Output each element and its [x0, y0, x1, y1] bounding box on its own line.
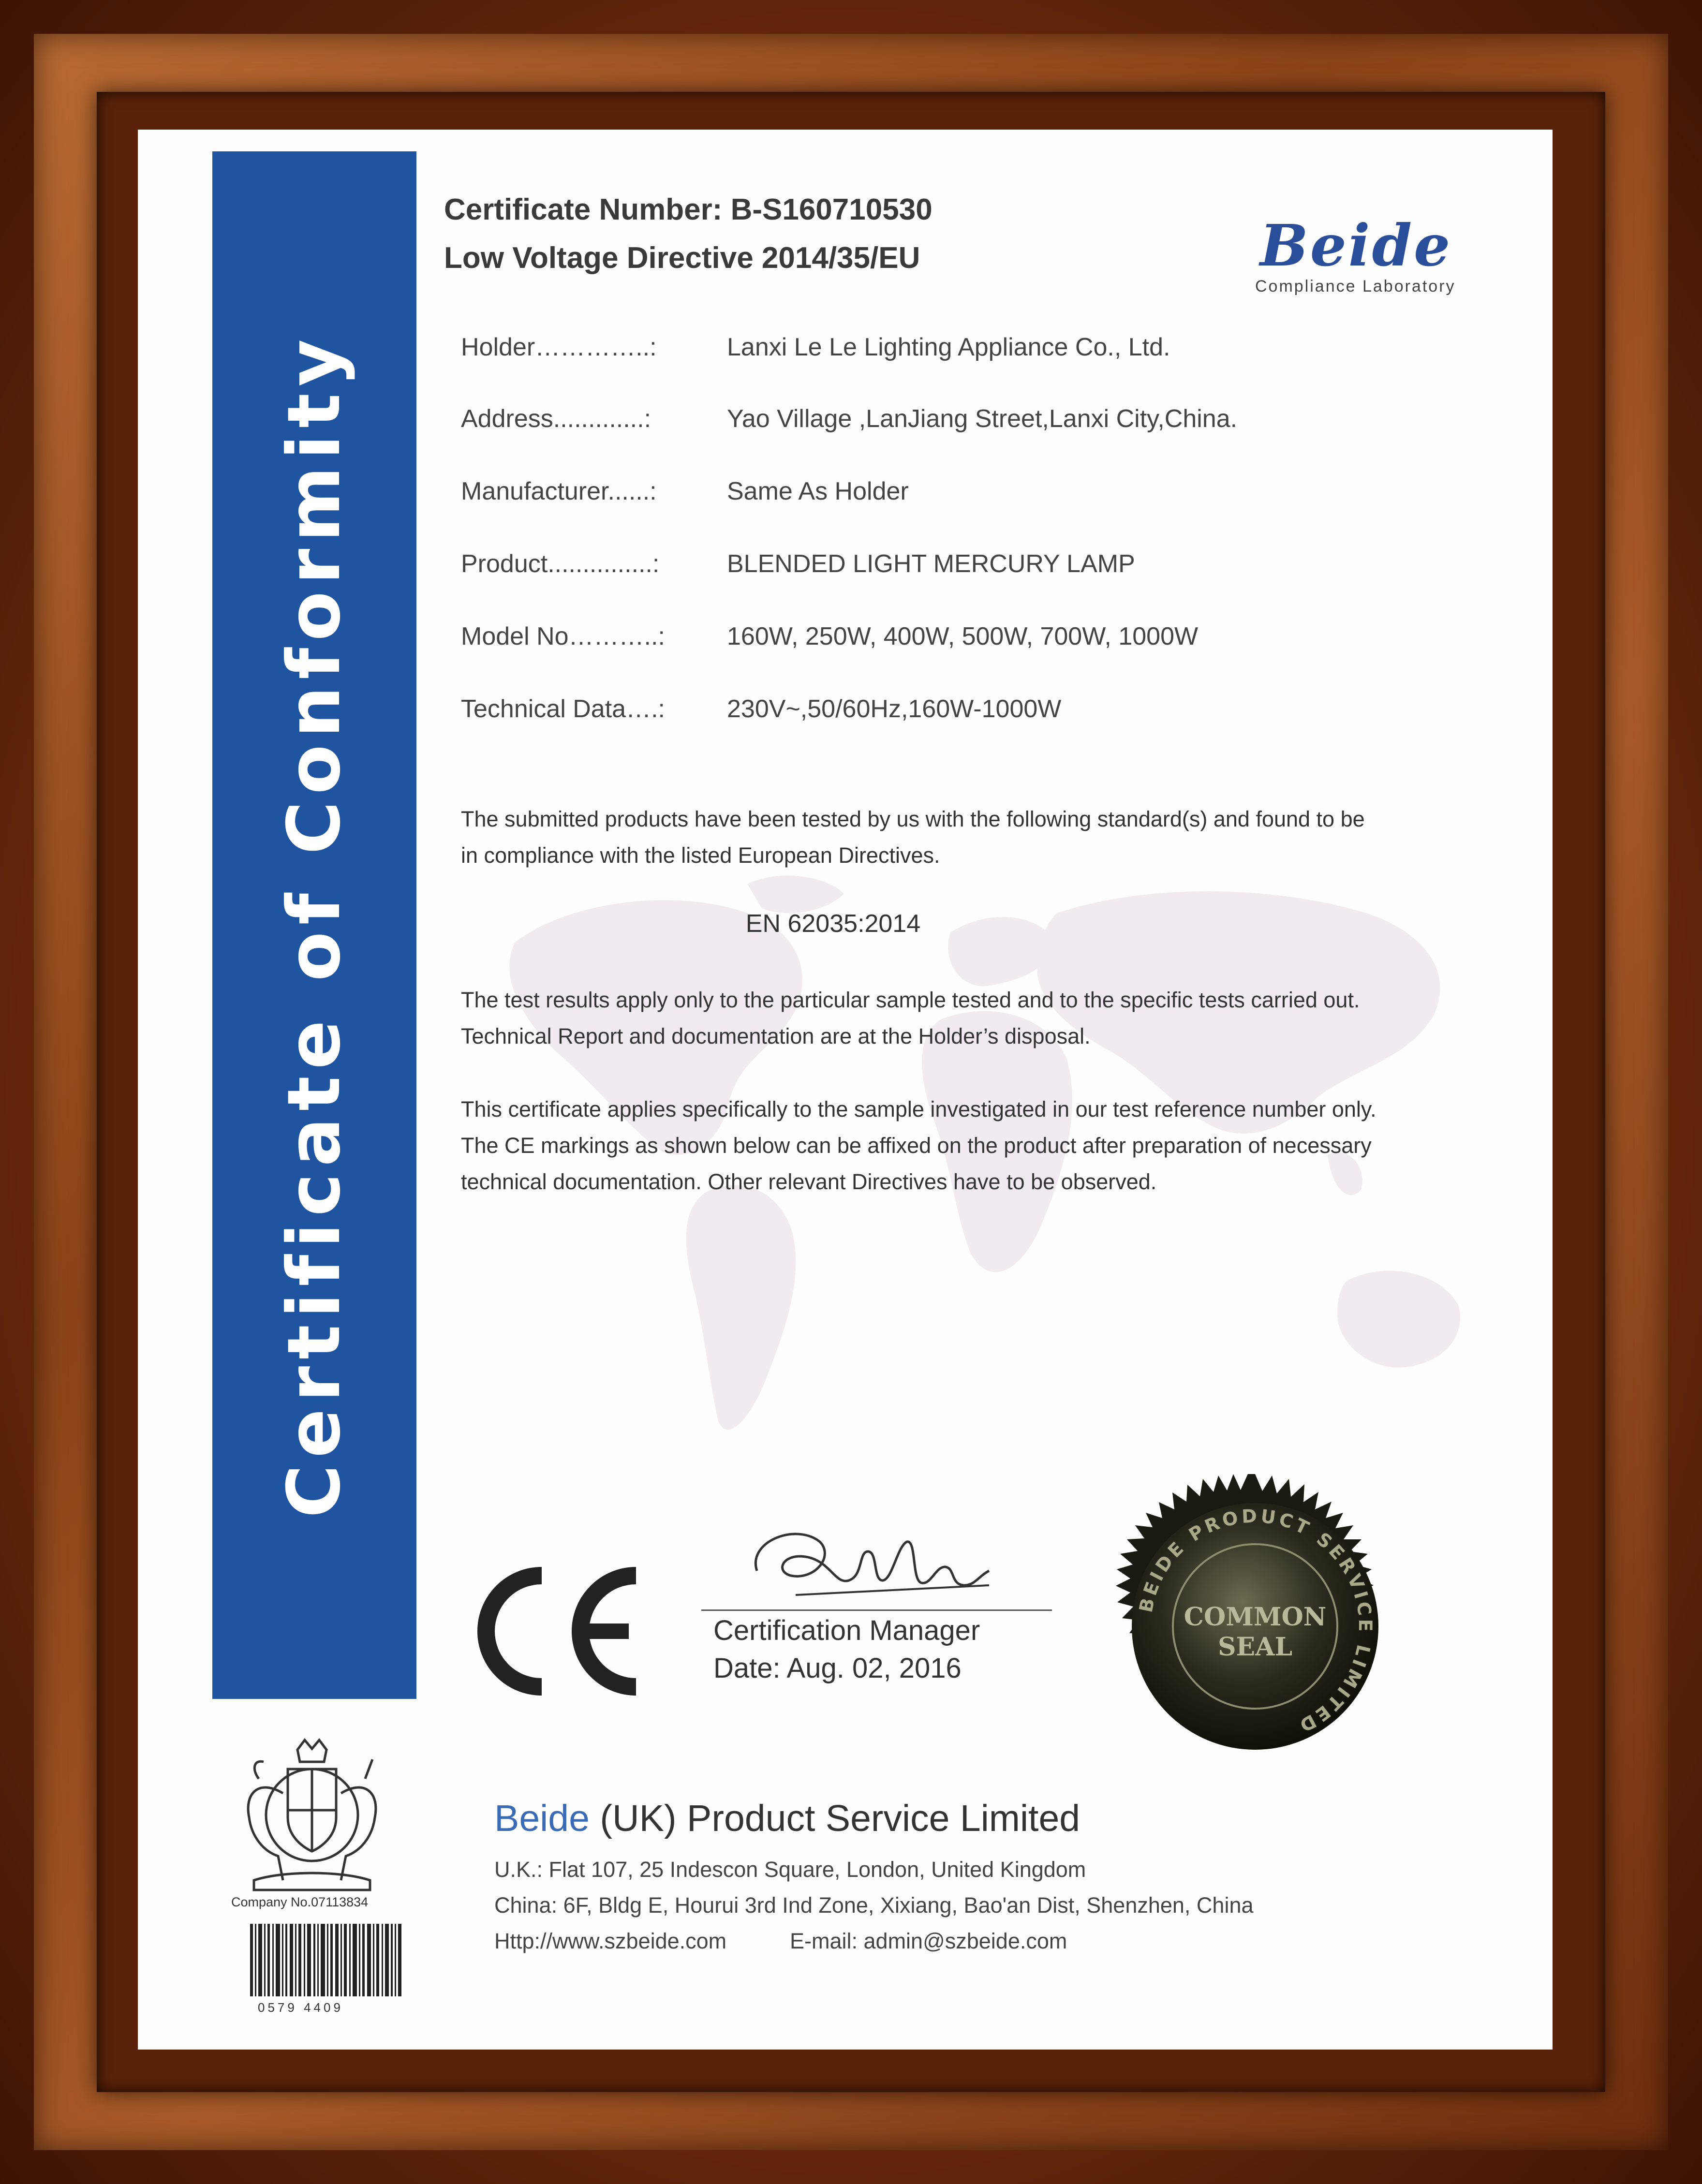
certification-manager-label: Certification Manager	[713, 1615, 980, 1646]
technical-data-value: 230V~,50/60Hz,160W-1000W	[727, 695, 1062, 723]
directive-line: Low Voltage Directive 2014/35/EU	[444, 241, 920, 275]
seal-line-1: COMMON	[1184, 1602, 1327, 1632]
seal-ring-text: BEIDE PRODUCT SERVICE LIMITED	[1135, 1505, 1376, 1738]
footer-company-name	[494, 1797, 1080, 1840]
certificate-number: Certificate Number: B-S160710530	[444, 193, 932, 226]
holder-label: Holder…………..:	[461, 333, 657, 361]
footer-email: E-mail: admin@szbeide.com	[790, 1929, 1067, 1953]
intro-line-1: The submitted products have been tested by us with the following standard(s) and found to be	[461, 807, 1365, 831]
intro-paragraph	[461, 801, 1501, 873]
signature-line	[701, 1609, 1052, 1611]
ce-mark-icon	[469, 1566, 643, 1697]
standard-row	[138, 909, 1553, 938]
product-label: Product...............:	[461, 550, 660, 578]
results-line-2: Technical Report and documentation are at the Holder’s disposal.	[461, 1024, 1091, 1048]
manufacturer-label: Manufacturer......:	[461, 477, 657, 505]
barcode-icon	[250, 1924, 405, 2001]
model-no-label: Model No………..:	[461, 622, 665, 650]
ce-line-3: technical documentation. Other relevant Directives have to be observed.	[461, 1169, 1157, 1194]
royal-coat-of-arms-icon	[225, 1735, 399, 1900]
barcode-number: 0579 4409	[258, 2000, 343, 2015]
technical-data-label: Technical Data….:	[461, 695, 665, 723]
address-value: Yao Village ,LanJiang Street,Lanxi City,China.	[727, 405, 1238, 433]
product-value: BLENDED LIGHT MERCURY LAMP	[727, 550, 1135, 578]
holder-value: Lanxi Le Le Lighting Appliance Co., Ltd.	[727, 333, 1170, 361]
footer-website: Http://www.szbeide.com	[494, 1929, 727, 1953]
logo-subtitle: Compliance Laboratory	[1255, 277, 1456, 295]
footer-china-address: China: 6F, Bldg E, Hourui 3rd Ind Zone, Xixiang, Bao'an Dist, Shenzhen, China	[494, 1893, 1254, 1918]
results-line-1: The test results apply only to the particular sample tested and to the specific tests carried out.	[461, 988, 1360, 1012]
address-label: Address.............:	[461, 405, 651, 433]
model-no-value: 160W, 250W, 400W, 500W, 700W, 1000W	[727, 622, 1199, 650]
ce-line-2: The CE markings as shown below can be affixed on the product after preparation of necessary	[461, 1133, 1372, 1158]
ce-paragraph	[461, 1091, 1501, 1200]
beide-logo: Beide	[1260, 212, 1452, 279]
results-paragraph	[461, 982, 1501, 1054]
ce-line-1: This certificate applies specifically to the sample investigated in our test reference number only.	[461, 1097, 1376, 1122]
footer-company-rest: (UK) Product Service Limited	[589, 1798, 1080, 1839]
certificate-paper	[138, 130, 1553, 2050]
certificate-date: Date: Aug. 02, 2016	[713, 1653, 962, 1684]
handwritten-signature	[738, 1513, 1008, 1609]
seal-line-2: SEAL	[1217, 1632, 1293, 1662]
intro-line-2: in compliance with the listed European Directives.	[461, 843, 940, 868]
manufacturer-value: Same As Holder	[727, 477, 909, 505]
standard-text: EN 62035:2014	[745, 910, 921, 938]
company-number: Company No.07113834	[231, 1895, 369, 1909]
certificate-of-conformity-title: Certificate of Conformity	[272, 332, 356, 1518]
footer-uk-address: U.K.: Flat 107, 25 Indescon Square, London, United Kingdom	[494, 1857, 1086, 1882]
common-seal-icon	[1100, 1472, 1410, 1781]
footer-brand: Beide	[494, 1798, 590, 1839]
